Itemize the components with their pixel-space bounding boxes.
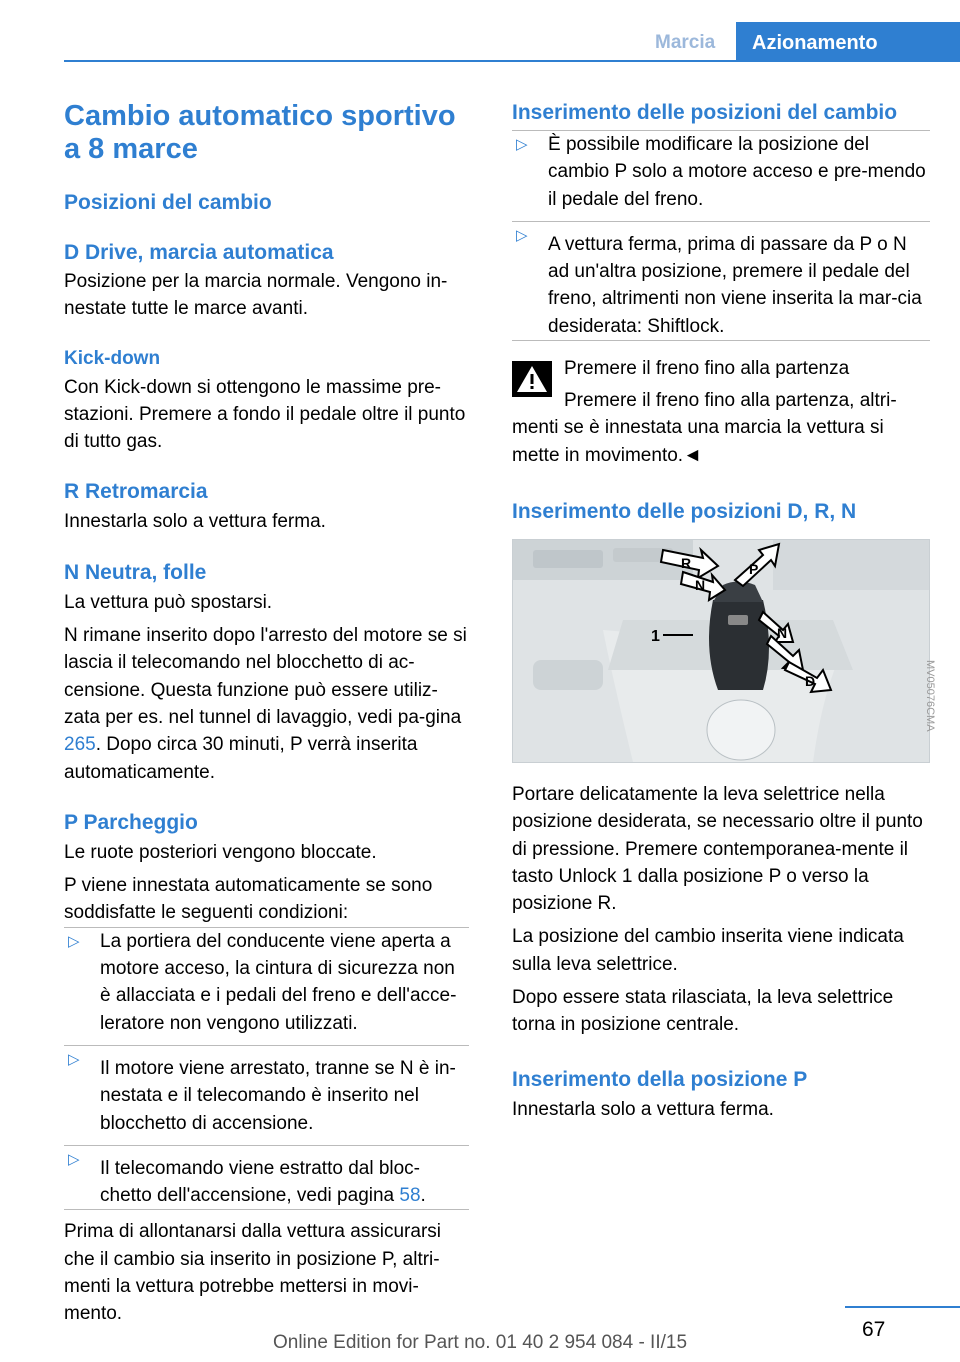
fig-label-p: P (749, 560, 759, 577)
p-heading: P Parcheggio (64, 810, 198, 834)
triangle-bullet-icon: ▷ (516, 136, 528, 153)
page-link-58[interactable]: 58 (399, 1185, 421, 1207)
warning-title: Premere il freno fino alla partenza (564, 358, 850, 380)
list-item: ▷ La portiera del conducente viene aperta a motore acceso, la cintura di sicurezza non è allacciata e i pedali del freno e dell'acce-leratore non vengono utilizzati. (64, 928, 469, 1037)
fig-label-d: D (805, 672, 816, 689)
p-conditions-list (64, 927, 469, 1211)
d-text: Posizione per la marcia normale. Vengono in-nestate tutte le marce avanti. (64, 271, 448, 320)
insert-heading: Inserimento delle posizioni del cambio (512, 101, 898, 124)
drn-text-3: Dopo essere stata rilasciata, la leva selettrice torna in posizione centrale. (512, 987, 894, 1036)
d-heading: D Drive, marcia automatica (64, 241, 334, 264)
drn-text-2: La posizione del cambio inserita viene indicata sulla leva selettrice. (512, 926, 904, 975)
p-text-2: P viene innestata automaticamente se sono soddisfatte le seguenti condizioni: (64, 875, 433, 924)
n-heading: N Neutra, folle (64, 560, 207, 584)
callout-1: 1 (651, 627, 660, 645)
header-tab: Azionamento (736, 22, 960, 62)
triangle-bullet-icon: ▷ (516, 226, 528, 244)
warning-icon (512, 361, 552, 397)
p-text-1: Le ruote posteriori vengono bloccate. (64, 841, 377, 863)
r-text: Innestarla solo a vettura ferma. (64, 511, 326, 533)
p-text-3: Prima di allontanarsi dalla vettura assicurarsi che il cambio sia inserito in posizione P, altri-menti la vettura potrebbe mettersi in movi-mento. (64, 1221, 441, 1325)
header-rule (64, 60, 960, 62)
right-column (512, 100, 930, 1123)
drn-heading: Inserimento delle posizioni D, R, N (512, 499, 857, 523)
page-link-265[interactable]: 265 (64, 734, 96, 756)
list-item: ▷ Il motore viene arrestato, tranne se N è in-nestata e il telecomando è inserito nel blocchetto di accensione. (64, 1045, 469, 1137)
footer-rule (845, 1306, 960, 1308)
header-section: Marcia (655, 32, 716, 53)
triangle-bullet-icon: ▷ (68, 1150, 80, 1168)
r-heading: R Retromarcia (64, 480, 208, 504)
p-insert-heading: Inserimento della posizione P (512, 1067, 808, 1091)
n-text-2: N rimane inserito dopo l'arresto del motore se si lascia il telecomando nel blocchetto di ac-censione. Questa funzione può essere utiliz-zata per es. nel tunnel di lavaggio, vedi pa-gina 265. Dopo circa 30 minuti, P verrà inserita automaticamente. (64, 625, 467, 783)
page-number: 67 (862, 1318, 886, 1341)
triangle-bullet-icon: ▷ (68, 932, 80, 950)
list-item: ▷ Il telecomando viene estratto dal bloc-chetto dell'accensione, vedi pagina 58. (64, 1145, 469, 1210)
warning-box (512, 355, 930, 469)
gear-selector-figure (512, 539, 930, 763)
list-item: ▷ A vettura ferma, prima di passare da P o N ad un'altra posizione, premere il pedale del freno, altrimenti non viene inserita la mar-cia desiderata: Shiftlock. (512, 221, 930, 340)
kickdown-heading: Kick-down (64, 347, 161, 369)
fig-label-n: N (695, 576, 706, 593)
insert-list (512, 130, 930, 341)
edition-footer: Online Edition for Part no. 01 40 2 954 084 - II/15 (272, 1332, 688, 1353)
left-column (64, 100, 469, 1328)
list-item: ▷ È possibile modificare la posizione del cambio P solo a motore acceso e pre-mendo il pedale del freno. (512, 131, 930, 213)
drn-text-1: Portare delicatamente la leva selettrice nella posizione desiderata, se necessario oltre il punto di pressione. Premere contemporanea-mente il tasto Unlock 1 dalla posizione P o verso la posizione R. (512, 783, 923, 915)
figure-code: MV05076CMA (924, 660, 936, 732)
fig-label-r: R (681, 554, 692, 571)
fig-label-n2: N (777, 624, 788, 641)
page-title: Cambio automatico sportivo a 8 marce (64, 100, 456, 165)
section-subtitle: Posizioni del cambio (64, 191, 272, 214)
n-text-1: La vettura può spostarsi. (64, 591, 273, 613)
triangle-bullet-icon: ▷ (68, 1050, 80, 1068)
p-insert-text: Innestarla solo a vettura ferma. (512, 1098, 774, 1120)
warning-text: Premere il freno fino alla partenza, altri-menti se è innestata una marcia la vettura si mette in movimento.◄ (512, 390, 897, 466)
kickdown-text: Con Kick-down si ottengono le massime pre-stazioni. Premere a fondo il pedale oltre il punto di tutto gas. (64, 376, 466, 453)
